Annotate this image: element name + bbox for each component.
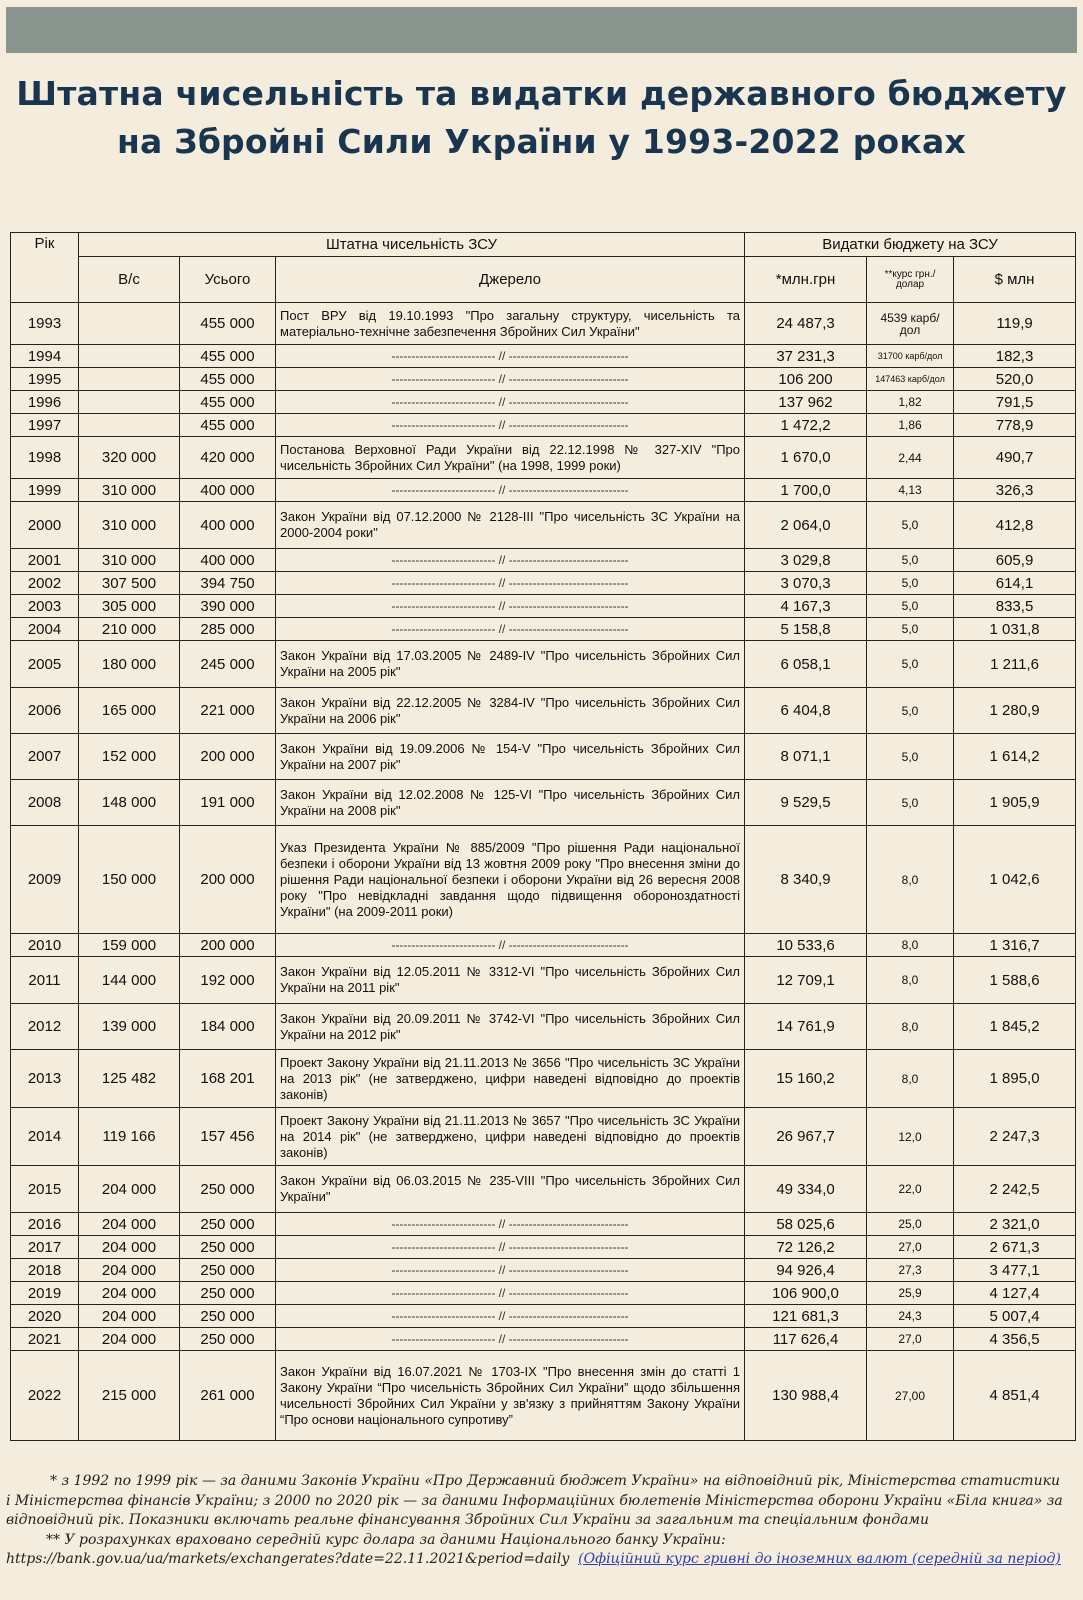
rate-cell: 27,0: [867, 1236, 954, 1259]
uah-cell: 94 926,4: [745, 1259, 867, 1282]
year-cell: 2016: [11, 1213, 79, 1236]
footnote-2: ** У розрахунках враховано середній курс долара за даними Національного банку України:: [46, 1531, 726, 1548]
source-cell: -------------------------- // ------------------------------: [276, 934, 745, 957]
uah-cell: 26 967,7: [745, 1108, 867, 1166]
rate-cell: 5,0: [867, 572, 954, 595]
usd-cell: 4 356,5: [954, 1328, 1076, 1351]
uah-cell: 4 167,3: [745, 595, 867, 618]
uah-cell: 24 487,3: [745, 303, 867, 345]
year-cell: 1998: [11, 437, 79, 479]
vs-cell: 210 000: [79, 618, 180, 641]
usd-cell: 2 247,3: [954, 1108, 1076, 1166]
total-header: Усього: [180, 257, 276, 303]
vs-cell: 204 000: [79, 1328, 180, 1351]
vs-cell: 125 482: [79, 1050, 180, 1108]
total-cell: 455 000: [180, 391, 276, 414]
vs-cell: [79, 391, 180, 414]
rate-cell: 31700 карб/дол: [867, 345, 954, 368]
rate-cell: 4,13: [867, 479, 954, 502]
source-cell: -------------------------- // ------------------------------: [276, 1282, 745, 1305]
usd-cell: 182,3: [954, 345, 1076, 368]
year-cell: 1993: [11, 303, 79, 345]
year-cell: 2008: [11, 780, 79, 826]
vs-cell: 165 000: [79, 688, 180, 734]
vs-cell: 310 000: [79, 549, 180, 572]
table-row: [11, 572, 1076, 595]
source-cell: Закон України від 20.09.2011 № 3742-VI "Про чисельність Збройних Сил України на 2012 рік": [276, 1004, 745, 1050]
uah-cell: 14 761,9: [745, 1004, 867, 1050]
source-cell: -------------------------- // ------------------------------: [276, 618, 745, 641]
source-cell: Закон України від 12.02.2008 № 125-VI "Про чисельність Збройних Сил України на 2008 рік": [276, 780, 745, 826]
vs-header: В/с: [79, 257, 180, 303]
rate-cell: 27,0: [867, 1328, 954, 1351]
uah-cell: 12 709,1: [745, 957, 867, 1004]
rate-cell: 1,86: [867, 414, 954, 437]
total-cell: 250 000: [180, 1305, 276, 1328]
source-cell: Закон України від 19.09.2006 № 154-V "Про чисельність Збройних Сил України на 2007 рік": [276, 734, 745, 780]
table-row: [11, 641, 1076, 688]
usd-cell: 778,9: [954, 414, 1076, 437]
vs-cell: 204 000: [79, 1166, 180, 1213]
footnotes: [6, 1472, 1063, 1570]
year-cell: 2003: [11, 595, 79, 618]
rate-cell: 8,0: [867, 826, 954, 934]
uah-cell: 72 126,2: [745, 1236, 867, 1259]
table-row: [11, 391, 1076, 414]
table-row: [11, 437, 1076, 479]
rate-cell: 5,0: [867, 734, 954, 780]
uah-cell: 8 071,1: [745, 734, 867, 780]
year-cell: 2001: [11, 549, 79, 572]
total-cell: 420 000: [180, 437, 276, 479]
total-cell: 250 000: [180, 1236, 276, 1259]
year-cell: 2005: [11, 641, 79, 688]
year-cell: 2002: [11, 572, 79, 595]
total-cell: 245 000: [180, 641, 276, 688]
uah-header: *млн.грн: [745, 257, 867, 303]
year-cell: 1997: [11, 414, 79, 437]
vs-cell: 215 000: [79, 1351, 180, 1441]
usd-cell: 4 127,4: [954, 1282, 1076, 1305]
usd-cell: 833,5: [954, 595, 1076, 618]
rate-cell: 5,0: [867, 595, 954, 618]
year-cell: 2017: [11, 1236, 79, 1259]
source-cell: -------------------------- // ------------------------------: [276, 595, 745, 618]
table-row: [11, 549, 1076, 572]
table-row: [11, 414, 1076, 437]
total-cell: 455 000: [180, 368, 276, 391]
total-cell: 455 000: [180, 303, 276, 345]
year-cell: 1995: [11, 368, 79, 391]
rate-cell: 147463 карб/дол: [867, 368, 954, 391]
source-cell: -------------------------- // ------------------------------: [276, 414, 745, 437]
source-cell: Закон України від 16.07.2021 № 1703-IX "Про внесення змін до статті 1 Закону України “Про чисельність Збройних Сил України” щодо збільшення чисельності Збройних Сил України у зв'язку з прийняттям Закону України “Про основи національного супротиву”: [276, 1351, 745, 1441]
total-cell: 221 000: [180, 688, 276, 734]
usd-cell: 412,8: [954, 502, 1076, 549]
year-cell: 2019: [11, 1282, 79, 1305]
source-cell: Закон України від 12.05.2011 № 3312-VI "Про чисельність Збройних Сил України на 2011 рік": [276, 957, 745, 1004]
total-cell: 200 000: [180, 734, 276, 780]
uah-cell: 137 962: [745, 391, 867, 414]
table-row: [11, 688, 1076, 734]
source-cell: Закон України від 06.03.2015 № 235-VIII "Про чисельність Збройних Сил України": [276, 1166, 745, 1213]
total-cell: 250 000: [180, 1282, 276, 1305]
total-cell: 390 000: [180, 595, 276, 618]
rate-cell: 8,0: [867, 1050, 954, 1108]
usd-cell: 614,1: [954, 572, 1076, 595]
total-cell: 394 750: [180, 572, 276, 595]
year-cell: 2013: [11, 1050, 79, 1108]
vs-cell: 204 000: [79, 1305, 180, 1328]
total-cell: 400 000: [180, 502, 276, 549]
total-cell: 400 000: [180, 549, 276, 572]
source-cell: -------------------------- // ------------------------------: [276, 368, 745, 391]
total-cell: 200 000: [180, 934, 276, 957]
uah-cell: 1 670,0: [745, 437, 867, 479]
usd-cell: 326,3: [954, 479, 1076, 502]
year-cell: 2022: [11, 1351, 79, 1441]
uah-cell: 10 533,6: [745, 934, 867, 957]
exchange-rate-link[interactable]: (Офіційний курс гривні до іноземних валют (середній за період): [578, 1551, 1061, 1567]
vs-cell: 305 000: [79, 595, 180, 618]
rate-cell: 5,0: [867, 502, 954, 549]
uah-cell: 37 231,3: [745, 345, 867, 368]
source-cell: -------------------------- // ------------------------------: [276, 1259, 745, 1282]
table-row: [11, 1282, 1076, 1305]
total-cell: 250 000: [180, 1259, 276, 1282]
title-line-1: Штатна чисельність та видатки державного бюджету: [16, 74, 1067, 113]
source-cell: Указ Президента України № 885/2009 "Про рішення Ради національної безпеки і оборони України від 13 жовтня 2009 року "Про внесення зміни до рішення Ради національної безпеки і оборони України від 26 вересня 2008 року "Про невідкладні завдання щодо підвищення обороноздатності України" (на 2009-2011 роки): [276, 826, 745, 934]
rate-cell: 24,3: [867, 1305, 954, 1328]
rate-cell: 4539 карб/ дол: [867, 303, 954, 345]
uah-cell: 106 200: [745, 368, 867, 391]
total-cell: 192 000: [180, 957, 276, 1004]
rate-cell: 25,9: [867, 1282, 954, 1305]
total-cell: 455 000: [180, 414, 276, 437]
usd-cell: 1 211,6: [954, 641, 1076, 688]
page-title: [0, 70, 1083, 166]
uah-cell: 49 334,0: [745, 1166, 867, 1213]
vs-cell: 139 000: [79, 1004, 180, 1050]
uah-cell: 121 681,3: [745, 1305, 867, 1328]
table-row: [11, 957, 1076, 1004]
table-row: [11, 1108, 1076, 1166]
usd-cell: 3 477,1: [954, 1259, 1076, 1282]
table-row: [11, 368, 1076, 391]
table-row: [11, 1236, 1076, 1259]
source-cell: Закон України від 07.12.2000 № 2128-III "Про чисельність ЗС України на 2000-2004 роки": [276, 502, 745, 549]
rate-cell: 8,0: [867, 957, 954, 1004]
source-cell: Проект Закону України від 21.11.2013 № 3657 "Про чисельність ЗС України на 2014 рік" (не затверджено, цифри наведені відповідно до проектів законів): [276, 1108, 745, 1166]
year-cell: 2000: [11, 502, 79, 549]
uah-cell: 130 988,4: [745, 1351, 867, 1441]
rate-cell: 5,0: [867, 618, 954, 641]
uah-cell: 5 158,8: [745, 618, 867, 641]
rate-cell: 5,0: [867, 641, 954, 688]
table-row: [11, 1050, 1076, 1108]
uah-cell: 3 070,3: [745, 572, 867, 595]
uah-cell: 2 064,0: [745, 502, 867, 549]
total-cell: 455 000: [180, 345, 276, 368]
table-row: [11, 1328, 1076, 1351]
rate-cell: 1,82: [867, 391, 954, 414]
year-cell: 2006: [11, 688, 79, 734]
table-row: [11, 1166, 1076, 1213]
uah-cell: 1 472,2: [745, 414, 867, 437]
vs-cell: 204 000: [79, 1259, 180, 1282]
total-cell: 168 201: [180, 1050, 276, 1108]
uah-cell: 6 058,1: [745, 641, 867, 688]
source-cell: -------------------------- // ------------------------------: [276, 1236, 745, 1259]
source-cell: -------------------------- // ------------------------------: [276, 1305, 745, 1328]
usd-cell: 520,0: [954, 368, 1076, 391]
uah-cell: 15 160,2: [745, 1050, 867, 1108]
source-cell: -------------------------- // ------------------------------: [276, 1213, 745, 1236]
vs-cell: 144 000: [79, 957, 180, 1004]
table-row: [11, 1004, 1076, 1050]
vs-cell: [79, 414, 180, 437]
rate-header: **курс грн./ долар: [867, 257, 954, 303]
source-cell: -------------------------- // ------------------------------: [276, 1328, 745, 1351]
vs-cell: 310 000: [79, 479, 180, 502]
total-cell: 261 000: [180, 1351, 276, 1441]
data-table: [10, 232, 1076, 1441]
source-header: Джерело: [276, 257, 745, 303]
source-cell: -------------------------- // ------------------------------: [276, 345, 745, 368]
vs-cell: 159 000: [79, 934, 180, 957]
header-row-1: [11, 233, 1076, 257]
staff-group-header: Штатна чисельність ЗСУ: [79, 233, 745, 257]
rate-cell: 12,0: [867, 1108, 954, 1166]
year-cell: 2021: [11, 1328, 79, 1351]
rate-cell: 25,0: [867, 1213, 954, 1236]
header-row-2: [11, 257, 1076, 303]
uah-cell: 58 025,6: [745, 1213, 867, 1236]
total-cell: 184 000: [180, 1004, 276, 1050]
total-cell: 250 000: [180, 1166, 276, 1213]
usd-cell: 119,9: [954, 303, 1076, 345]
table-row: [11, 780, 1076, 826]
source-cell: -------------------------- // ------------------------------: [276, 391, 745, 414]
usd-cell: 4 851,4: [954, 1351, 1076, 1441]
source-cell: Закон України від 17.03.2005 № 2489-IV "Про чисельність Збройних Сил України на 2005 рік": [276, 641, 745, 688]
total-cell: 200 000: [180, 826, 276, 934]
total-cell: 191 000: [180, 780, 276, 826]
table-row: [11, 479, 1076, 502]
vs-cell: 204 000: [79, 1236, 180, 1259]
title-line-2: на Збройні Сили України у 1993-2022 роках: [117, 122, 966, 161]
usd-cell: 1 042,6: [954, 826, 1076, 934]
rate-cell: 5,0: [867, 688, 954, 734]
usd-cell: 1 845,2: [954, 1004, 1076, 1050]
year-cell: 2018: [11, 1259, 79, 1282]
usd-cell: 1 614,2: [954, 734, 1076, 780]
table-row: [11, 502, 1076, 549]
vs-cell: 310 000: [79, 502, 180, 549]
rate-cell: 2,44: [867, 437, 954, 479]
uah-cell: 9 529,5: [745, 780, 867, 826]
source-cell: -------------------------- // ------------------------------: [276, 549, 745, 572]
usd-cell: 2 321,0: [954, 1213, 1076, 1236]
rate-cell: 27,3: [867, 1259, 954, 1282]
year-cell: 2009: [11, 826, 79, 934]
usd-cell: 1 316,7: [954, 934, 1076, 957]
year-cell: 2010: [11, 934, 79, 957]
year-cell: 1996: [11, 391, 79, 414]
table-row: [11, 734, 1076, 780]
table-row: [11, 1351, 1076, 1441]
table-row: [11, 595, 1076, 618]
uah-cell: 106 900,0: [745, 1282, 867, 1305]
top-banner: [6, 7, 1077, 53]
rate-cell: 5,0: [867, 780, 954, 826]
table-row: [11, 303, 1076, 345]
rate-cell: 27,00: [867, 1351, 954, 1441]
uah-cell: 1 700,0: [745, 479, 867, 502]
source-cell: Постанова Верховної Ради України від 22.12.1998 № 327-XIV "Про чисельність Збройних Сил України" (на 1998, 1999 роки): [276, 437, 745, 479]
vs-cell: 320 000: [79, 437, 180, 479]
vs-cell: [79, 345, 180, 368]
usd-cell: 1 280,9: [954, 688, 1076, 734]
usd-cell: 1 895,0: [954, 1050, 1076, 1108]
year-cell: 2004: [11, 618, 79, 641]
footnote-source: [6, 1550, 1063, 1570]
usd-cell: 605,9: [954, 549, 1076, 572]
total-cell: 285 000: [180, 618, 276, 641]
vs-cell: 152 000: [79, 734, 180, 780]
vs-cell: 204 000: [79, 1213, 180, 1236]
rate-cell: 8,0: [867, 934, 954, 957]
source-cell: Закон України від 22.12.2005 № 3284-IV "Про чисельність Збройних Сил України на 2006 рік": [276, 688, 745, 734]
uah-cell: 8 340,9: [745, 826, 867, 934]
year-cell: 2012: [11, 1004, 79, 1050]
usd-cell: 1 031,8: [954, 618, 1076, 641]
year-cell: 2015: [11, 1166, 79, 1213]
table-row: [11, 1259, 1076, 1282]
source-cell: Проект Закону України від 21.11.2013 № 3656 "Про чисельність ЗС України на 2013 рік" (не затверджено, цифри наведені відповідно до проектів законів): [276, 1050, 745, 1108]
usd-cell: 1 905,9: [954, 780, 1076, 826]
year-cell: 2011: [11, 957, 79, 1004]
year-cell: 2020: [11, 1305, 79, 1328]
total-cell: 400 000: [180, 479, 276, 502]
vs-cell: [79, 368, 180, 391]
usd-cell: 2 242,5: [954, 1166, 1076, 1213]
vs-cell: 150 000: [79, 826, 180, 934]
year-cell: 2014: [11, 1108, 79, 1166]
vs-cell: 148 000: [79, 780, 180, 826]
year-header: Рік: [11, 233, 79, 303]
usd-header: $ млн: [954, 257, 1076, 303]
usd-cell: 5 007,4: [954, 1305, 1076, 1328]
footnote-1: * з 1992 по 1999 рік — за даними Законів України «Про Державний бюджет України» на відповідний рік, Міністерства статистики і Міністерства фінансів України; з 2000 по 2020 рік — за даними Інформаційних бюлетенів Міністерства оборони України «Біла книга» за відповідний рік. Показники включать реальне фінансування Збройних Сил України за загальним та спеціальним фондами: [6, 1473, 1063, 1528]
rate-cell: 5,0: [867, 549, 954, 572]
source-url[interactable]: https://bank.gov.ua/ua/markets/exchangerates?date=22.11.2021&period=daily: [6, 1551, 570, 1567]
table-row: [11, 618, 1076, 641]
vs-cell: 307 500: [79, 572, 180, 595]
budget-group-header: Видатки бюджету на ЗСУ: [745, 233, 1076, 257]
total-cell: 157 456: [180, 1108, 276, 1166]
year-cell: 1994: [11, 345, 79, 368]
uah-cell: 117 626,4: [745, 1328, 867, 1351]
table-row: [11, 345, 1076, 368]
table-row: [11, 1305, 1076, 1328]
vs-cell: 180 000: [79, 641, 180, 688]
source-cell: -------------------------- // ------------------------------: [276, 479, 745, 502]
table-row: [11, 826, 1076, 934]
uah-cell: 3 029,8: [745, 549, 867, 572]
table-row: [11, 934, 1076, 957]
usd-cell: 490,7: [954, 437, 1076, 479]
source-cell: -------------------------- // ------------------------------: [276, 572, 745, 595]
vs-cell: [79, 303, 180, 345]
usd-cell: 2 671,3: [954, 1236, 1076, 1259]
vs-cell: 204 000: [79, 1282, 180, 1305]
rate-cell: 22,0: [867, 1166, 954, 1213]
table-row: [11, 1213, 1076, 1236]
usd-cell: 1 588,6: [954, 957, 1076, 1004]
vs-cell: 119 166: [79, 1108, 180, 1166]
source-cell: Пост ВРУ від 19.10.1993 "Про загальну структуру, чисельність та матеріально-технічне забезпечення Збройних Сил України": [276, 303, 745, 345]
year-cell: 2007: [11, 734, 79, 780]
total-cell: 250 000: [180, 1213, 276, 1236]
uah-cell: 6 404,8: [745, 688, 867, 734]
usd-cell: 791,5: [954, 391, 1076, 414]
year-cell: 1999: [11, 479, 79, 502]
rate-cell: 8,0: [867, 1004, 954, 1050]
total-cell: 250 000: [180, 1328, 276, 1351]
